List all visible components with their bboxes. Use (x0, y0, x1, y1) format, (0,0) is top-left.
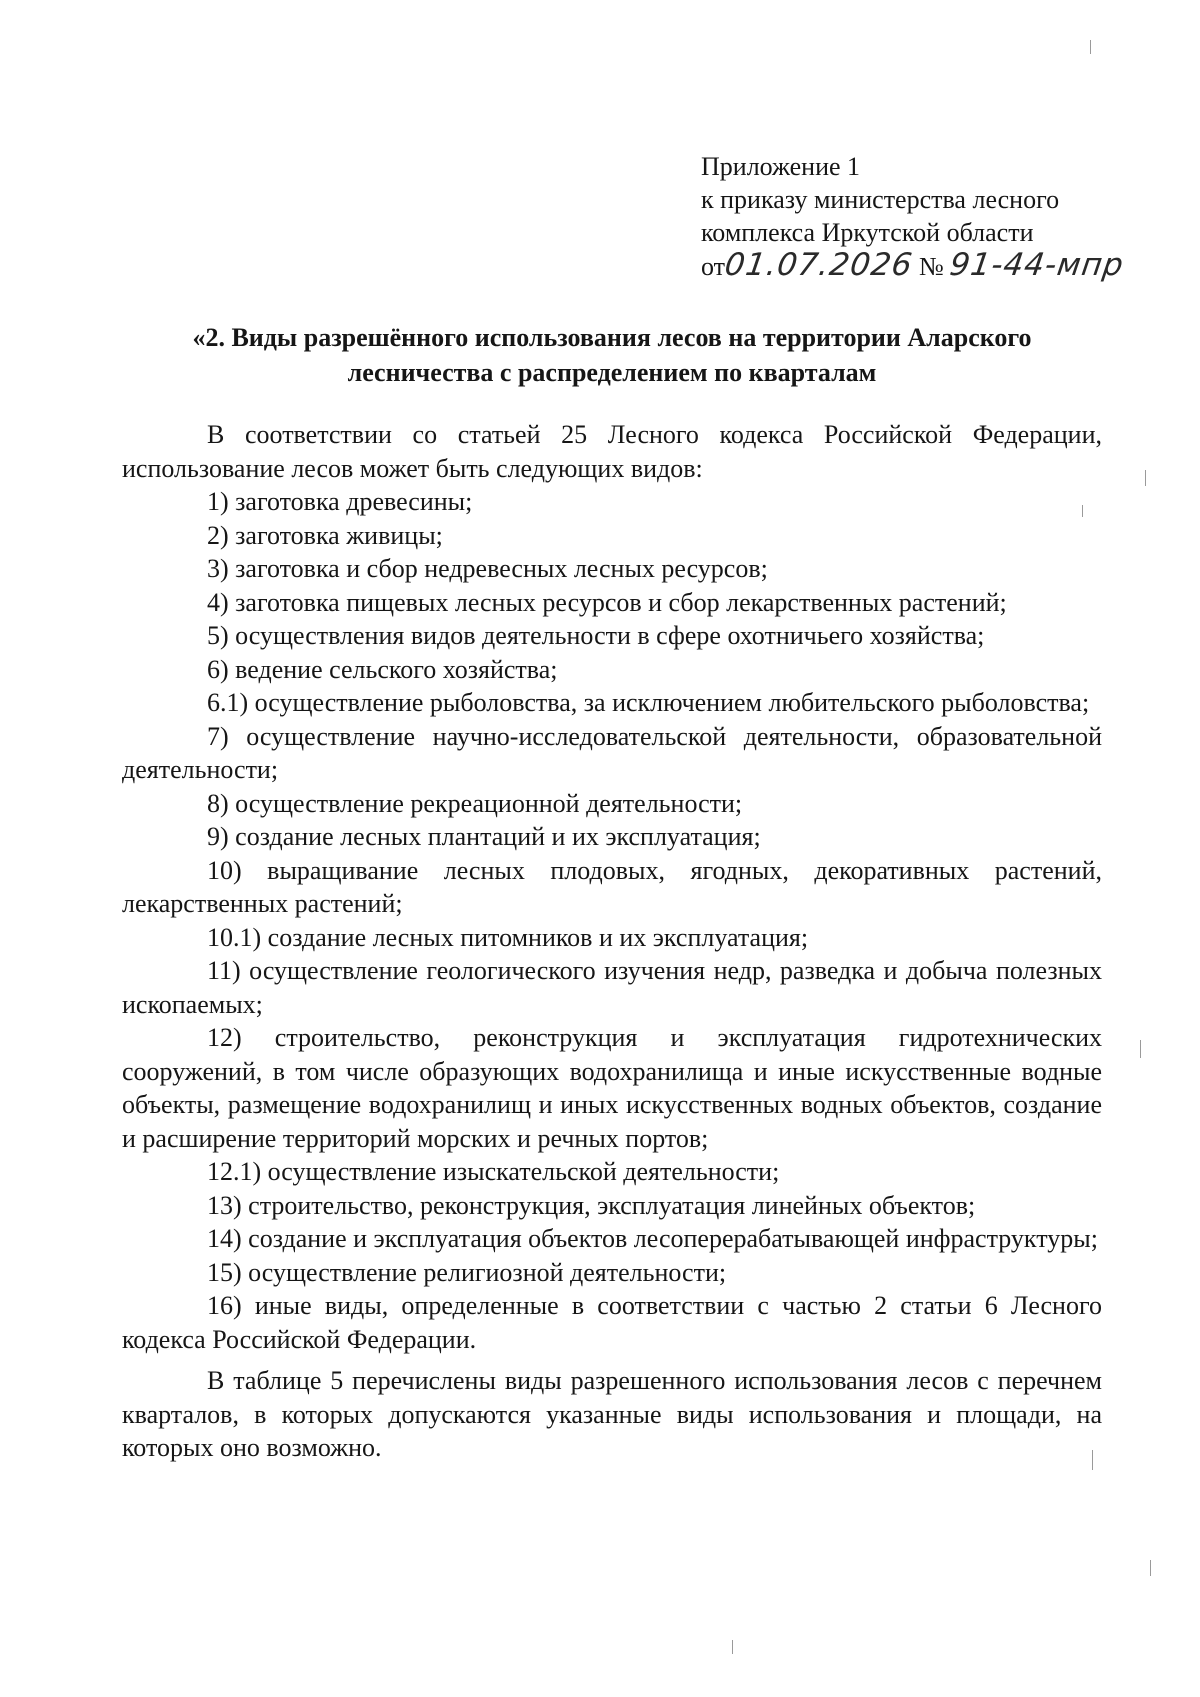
scan-speck (1090, 40, 1091, 54)
list-item: 6) ведение сельского хозяйства; (207, 654, 558, 684)
appendix-ministry: комплекса Иркутской области (701, 218, 1034, 247)
list-item: 2) заготовка живицы; (207, 520, 443, 550)
date-prefix: от (701, 252, 726, 281)
list-item: 16) иные виды, определенные в соответствии с частью 2 статьи 6 Лесного кодекса Российской Федерации. (122, 1291, 1102, 1354)
list-item: 15) осуществление религиозной деятельности; (207, 1257, 727, 1287)
document-body (122, 418, 1102, 1465)
appendix-order-ref: к приказу министерства лесного (701, 185, 1060, 214)
scan-speck (1145, 470, 1146, 486)
list-item: 3) заготовка и сбор недревесных лесных ресурсов; (207, 554, 768, 583)
section-heading (122, 320, 1102, 390)
scan-speck (1150, 1560, 1151, 1576)
handwritten-date: 01.07.2026 (722, 247, 916, 283)
appendix-block (701, 150, 1127, 283)
list-item: 12) строительство, реконструкция и эксплуатация гидротехнических сооружений, в том числе образующих водохранилища и иные искусственные водные объекты, размещение водохранилищ и иных искусственных водных объектов, создание и расширение территорий морских и речных портов; (122, 1023, 1102, 1153)
list-item: 14) создание и эксплуатация объектов лесоперерабатывающей инфраструктуры; (207, 1224, 1098, 1253)
scan-speck (1140, 1040, 1141, 1058)
list-item: 10) выращивание лесных плодовых, ягодных, декоративных растений, лекарственных растений; (122, 855, 1102, 918)
list-item: 13) строительство, реконструкция, эксплуатация линейных объектов; (207, 1190, 976, 1220)
heading-line-2: лесничества с распределением по кварталам (347, 358, 877, 387)
appendix-title: Приложение 1 (701, 152, 861, 181)
list-item: 9) создание лесных плантаций и их эксплуатация; (207, 822, 761, 851)
scan-speck (732, 1640, 733, 1654)
appendix-date-number (701, 247, 1127, 283)
list-item: 4) заготовка пищевых лесных ресурсов и сбор лекарственных растений; (207, 587, 1007, 617)
list-item: 10.1) создание лесных питомников и их эксплуатация; (207, 922, 809, 952)
scan-speck (1092, 1450, 1093, 1470)
closing-paragraph: В таблице 5 перечислены виды разрешенного использования лесов с перечнем кварталов, в которых допускаются указанные виды использования и площади, на которых оно возможно. (122, 1366, 1102, 1462)
list-item: 8) осуществление рекреационной деятельности; (207, 788, 743, 818)
scan-speck (1082, 505, 1083, 517)
list-item: 11) осуществление геологического изучения недр, разведка и добыча полезных ископаемых; (122, 956, 1102, 1019)
handwritten-number: 91-44-мпр (947, 247, 1127, 283)
list-item: 6.1) осуществление рыболовства, за исключением любительского рыболовства; (207, 688, 1090, 717)
list-item: 12.1) осуществление изыскательской деятельности; (207, 1157, 780, 1186)
list-item: 7) осуществление научно-исследовательской деятельности, образовательной деятельности; (122, 721, 1102, 784)
heading-line-1: «2. Виды разрешённого использования лесов на территории Аларского (192, 323, 1032, 352)
number-prefix: № (919, 252, 944, 281)
list-item: 1) заготовка древесины; (207, 487, 473, 516)
list-item: 5) осуществления видов деятельности в сфере охотничьего хозяйства; (207, 621, 985, 650)
intro-paragraph: В соответствии со статьей 25 Лесного кодекса Российской Федерации, использование лесов может быть следующих видов: (122, 420, 1102, 483)
